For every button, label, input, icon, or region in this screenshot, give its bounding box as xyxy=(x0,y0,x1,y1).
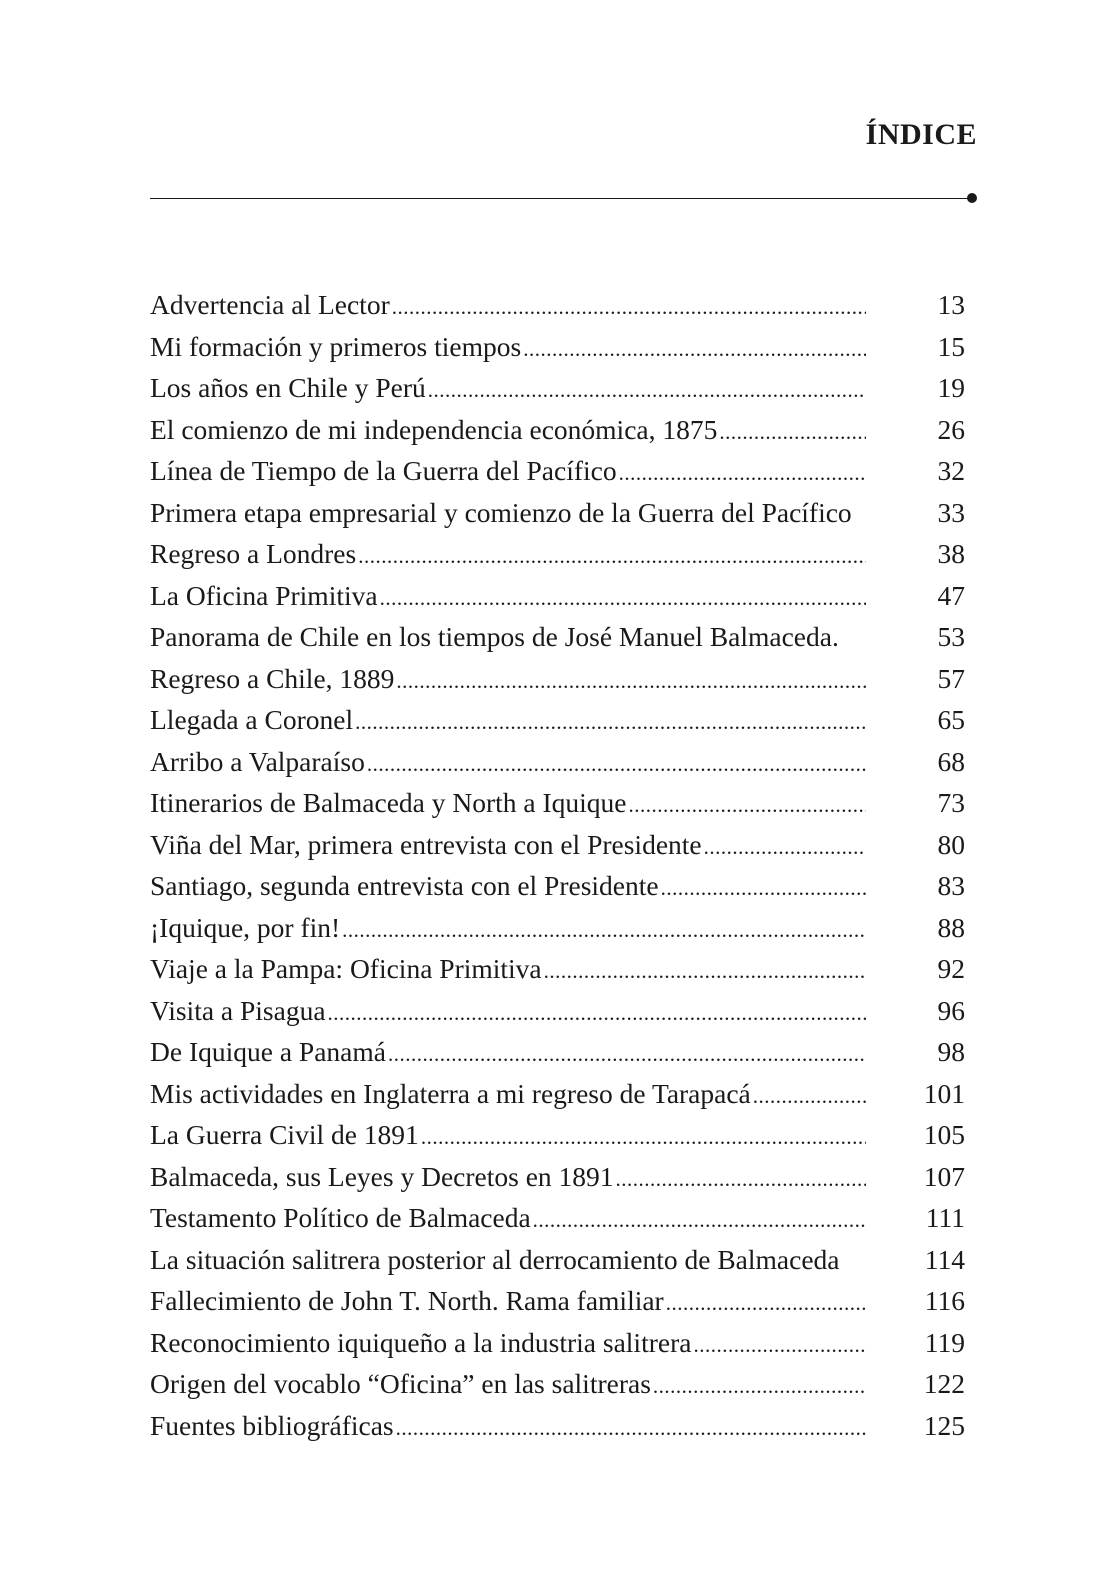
toc-entry-title: Los años en Chile y Perú xyxy=(150,372,426,403)
toc-entry-main xyxy=(150,575,866,620)
toc-entry-title: La Oficina Primitiva xyxy=(150,579,378,611)
toc-entry xyxy=(150,658,965,700)
toc-entry-page-number: 114 xyxy=(924,1243,965,1275)
toc-entry-main xyxy=(150,409,866,454)
toc-entry-page-number: 57 xyxy=(937,662,965,694)
toc-entry-title: Mi formación y primeros tiempos xyxy=(150,330,522,362)
toc-entry-title: Fallecimiento de John T. North. Rama familiar xyxy=(150,1285,664,1316)
toc-entry-main xyxy=(150,326,866,371)
toc-entry-main xyxy=(150,1280,866,1325)
toc-dot-leader xyxy=(396,1408,866,1450)
toc-entry-title: Viaje a la Pampa: Oficina Primitiva xyxy=(150,953,542,984)
toc-dot-leader xyxy=(544,951,866,993)
toc-entry-main xyxy=(150,616,866,658)
toc-dot-leader xyxy=(616,1159,866,1201)
toc-entry xyxy=(150,948,965,990)
toc-entry-title: Arribo a Valparaíso xyxy=(150,745,365,777)
toc-dot-leader xyxy=(380,578,866,620)
toc-entry-title: Primera etapa empresarial y comienzo de la Guerra del Pacífico xyxy=(150,496,852,528)
toc-entry-page-number: 15 xyxy=(937,330,965,362)
toc-entry xyxy=(150,782,965,824)
toc-entry-title: ¡Iquique, por fin! xyxy=(150,911,341,943)
toc-entry xyxy=(150,1363,965,1405)
toc-entry-main xyxy=(150,1031,866,1076)
toc-dot-leader xyxy=(358,536,866,578)
toc-dot-leader xyxy=(628,785,866,827)
toc-entry-title: Viña del Mar, primera entrevista con el Presidente xyxy=(150,828,702,860)
toc-entry xyxy=(150,1114,965,1156)
toc-entry-main xyxy=(150,1322,866,1367)
toc-entry xyxy=(150,533,965,575)
toc-entry-page-number: 65 xyxy=(937,704,965,735)
toc-entry-title: Advertencia al Lector xyxy=(150,289,390,320)
toc-dot-leader xyxy=(396,661,866,703)
divider-end-dot xyxy=(967,193,977,203)
toc-entry xyxy=(150,284,965,326)
toc-dot-leader xyxy=(328,993,866,1035)
toc-dot-leader xyxy=(666,1283,866,1325)
toc-entry-main xyxy=(150,699,866,744)
toc-entry-page-number: 101 xyxy=(923,1077,965,1109)
toc-entry-main xyxy=(150,1156,866,1201)
toc-entry-main xyxy=(150,782,866,827)
toc-entry-main xyxy=(150,948,866,993)
toc-dot-leader xyxy=(421,1117,866,1159)
toc-entry xyxy=(150,1156,965,1198)
toc-entry-page-number: 105 xyxy=(923,1119,965,1150)
toc-entry-page-number: 98 xyxy=(937,1036,965,1067)
toc-entry-main xyxy=(150,1405,866,1450)
toc-entry xyxy=(150,699,965,741)
toc-entry-title: Panorama de Chile en los tiempos de José Manuel Balmaceda. xyxy=(150,621,839,652)
toc-entry xyxy=(150,990,965,1032)
toc-entry xyxy=(150,824,965,866)
toc-entry-main xyxy=(150,658,866,703)
toc-entry-main xyxy=(150,990,866,1035)
toc-entry-page-number: 116 xyxy=(924,1285,965,1316)
toc-dot-leader xyxy=(523,329,866,371)
toc-entry-page-number: 13 xyxy=(937,289,965,320)
toc-dot-leader xyxy=(719,412,866,454)
toc-entry-page-number: 122 xyxy=(923,1368,965,1399)
toc-entry-title: Llegada a Coronel xyxy=(150,704,354,735)
toc-entry-page-number: 96 xyxy=(937,994,965,1026)
toc-entry-main xyxy=(150,367,866,412)
toc-entry-main xyxy=(150,533,866,578)
toc-entry xyxy=(150,741,965,783)
toc-entry-page-number: 111 xyxy=(925,1202,965,1233)
toc-entry-title: Reconocimiento iquiqueño a la industria salitrera xyxy=(150,1326,692,1358)
toc-entry-page-number: 73 xyxy=(937,787,965,818)
toc-entry xyxy=(150,865,965,907)
toc-entry-main xyxy=(150,1363,866,1408)
toc-dot-leader xyxy=(619,453,866,495)
toc-entry-main xyxy=(150,824,866,869)
toc-entry-page-number: 38 xyxy=(937,538,965,569)
toc-dot-leader xyxy=(533,1200,866,1242)
toc-entry-title: La Guerra Civil de 1891 xyxy=(150,1119,419,1150)
toc-entry-page-number: 32 xyxy=(937,455,965,486)
toc-entry-main xyxy=(150,907,866,952)
toc-entry-title: Santiago, segunda entrevista con el Presidente xyxy=(150,870,659,901)
toc-entry-page-number: 68 xyxy=(937,745,965,777)
toc-dot-leader xyxy=(342,910,866,952)
toc-entry-title: Origen del vocablo “Oficina” en las salitreras xyxy=(150,1368,651,1399)
toc-entry-main xyxy=(150,865,866,910)
toc-entry-main xyxy=(150,284,866,329)
toc-entry xyxy=(150,1322,965,1364)
toc-dot-leader xyxy=(661,868,866,910)
toc-entry-main xyxy=(150,1073,866,1118)
toc-entry xyxy=(150,616,965,658)
toc-dot-leader xyxy=(428,370,866,412)
table-of-contents xyxy=(150,284,965,1446)
toc-entry-page-number: 92 xyxy=(937,953,965,984)
toc-entry-title: El comienzo de mi independencia económica, 1875 xyxy=(150,413,718,445)
toc-entry xyxy=(150,367,965,409)
toc-dot-leader xyxy=(704,827,866,869)
toc-entry xyxy=(150,907,965,949)
toc-entry-title: De Iquique a Panamá xyxy=(150,1036,386,1067)
toc-entry-title: Regreso a Chile, 1889 xyxy=(150,662,395,694)
toc-entry-main xyxy=(150,741,866,786)
page-title: ÍNDICE xyxy=(865,118,977,151)
toc-entry xyxy=(150,1197,965,1239)
toc-entry-main xyxy=(150,1114,866,1159)
toc-entry xyxy=(150,326,965,368)
toc-entry-page-number: 26 xyxy=(937,413,965,445)
toc-entry-title: Balmaceda, sus Leyes y Decretos en 1891 xyxy=(150,1160,614,1192)
toc-entry-title: Línea de Tiempo de la Guerra del Pacífico xyxy=(150,455,617,486)
toc-entry xyxy=(150,450,965,492)
toc-entry xyxy=(150,1405,965,1447)
toc-entry xyxy=(150,492,965,534)
toc-entry-page-number: 119 xyxy=(924,1326,965,1358)
toc-entry-page-number: 80 xyxy=(937,828,965,860)
toc-dot-leader xyxy=(693,1325,866,1367)
toc-dot-leader xyxy=(753,1076,866,1118)
toc-entry-page-number: 19 xyxy=(937,372,965,403)
toc-entry-page-number: 125 xyxy=(923,1409,965,1441)
toc-dot-leader xyxy=(355,702,866,744)
toc-entry-title: Visita a Pisagua xyxy=(150,994,326,1026)
toc-entry-page-number: 47 xyxy=(937,579,965,611)
toc-entry-page-number: 107 xyxy=(923,1160,965,1192)
toc-entry-title: Mis actividades en Inglaterra a mi regreso de Tarapacá xyxy=(150,1077,751,1109)
toc-entry-main xyxy=(150,450,866,495)
toc-dot-leader xyxy=(653,1366,866,1408)
toc-dot-leader xyxy=(388,1034,866,1076)
toc-entry-main xyxy=(150,1239,866,1281)
toc-entry xyxy=(150,1073,965,1115)
toc-entry-title: Testamento Político de Balmaceda xyxy=(150,1202,531,1233)
toc-entry-title: La situación salitrera posterior al derrocamiento de Balmaceda xyxy=(150,1243,840,1275)
toc-dot-leader xyxy=(367,744,866,786)
toc-entry-page-number: 53 xyxy=(937,621,965,652)
toc-entry-title: Fuentes bibliográficas xyxy=(150,1409,394,1441)
toc-entry-main xyxy=(150,1197,866,1242)
toc-entry-page-number: 33 xyxy=(937,496,965,528)
toc-entry-title: Itinerarios de Balmaceda y North a Iquique xyxy=(150,787,627,818)
toc-dot-leader xyxy=(392,287,866,329)
toc-entry xyxy=(150,1280,965,1322)
toc-entry xyxy=(150,409,965,451)
toc-entry-title: Regreso a Londres xyxy=(150,538,357,569)
toc-entry xyxy=(150,1239,965,1281)
title-divider xyxy=(150,198,972,199)
toc-entry xyxy=(150,575,965,617)
toc-entry-main xyxy=(150,492,866,534)
toc-entry-page-number: 88 xyxy=(937,911,965,943)
toc-entry-page-number: 83 xyxy=(937,870,965,901)
toc-entry xyxy=(150,1031,965,1073)
